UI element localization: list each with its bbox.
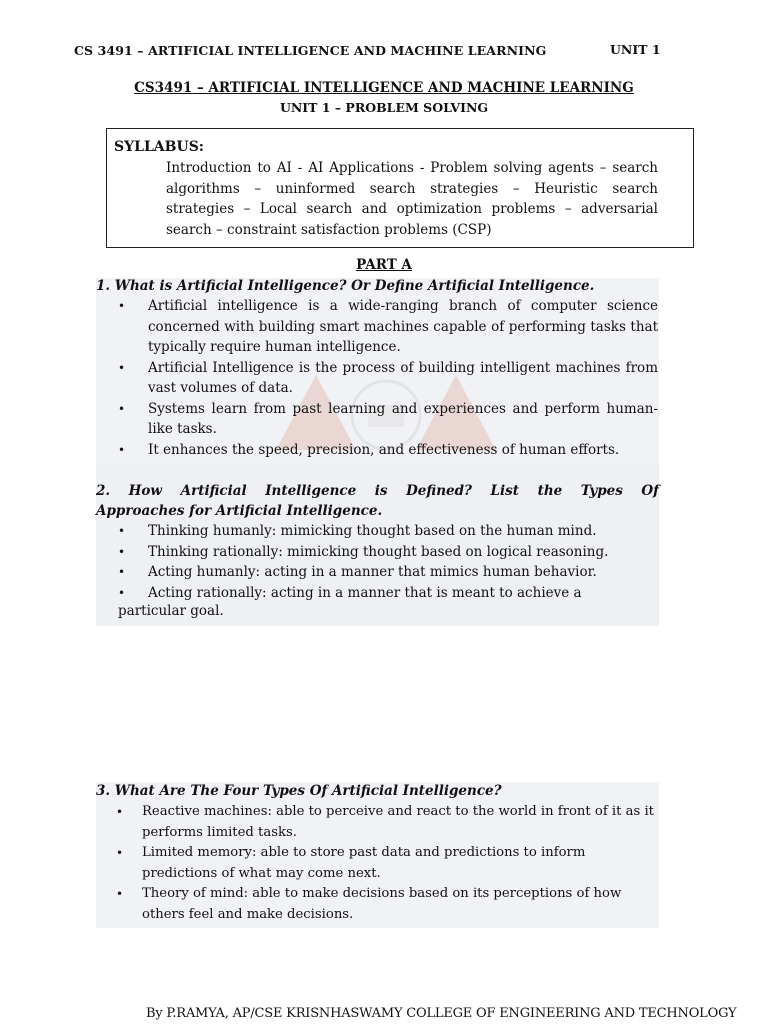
bullet-icon: • bbox=[116, 846, 124, 860]
list-item bbox=[118, 542, 658, 563]
list-item bbox=[118, 358, 658, 399]
list-item-text: Artificial Intelligence is the process of building intelligent machines from vast volumes of data. bbox=[148, 359, 658, 396]
question-2-title-line-2: Approaches for Artificial Intelligence. bbox=[96, 503, 383, 519]
document-title: CS3491 – ARTIFICIAL INTELLIGENCE AND MACHINE LEARNING bbox=[134, 80, 634, 96]
document-subtitle: UNIT 1 – PROBLEM SOLVING bbox=[279, 100, 489, 115]
list-item bbox=[118, 296, 658, 358]
question-2-list bbox=[118, 521, 658, 603]
bullet-icon: • bbox=[116, 805, 124, 819]
bullet-icon: • bbox=[118, 544, 126, 559]
list-item bbox=[118, 399, 658, 440]
list-item bbox=[118, 583, 658, 604]
bullet-icon: • bbox=[116, 887, 124, 901]
list-item bbox=[116, 843, 654, 884]
list-item bbox=[118, 562, 658, 583]
question-1-list bbox=[118, 296, 658, 460]
question-1-title: 1. What is Artificial Intelligence? Or Define Artificial Intelligence. bbox=[96, 278, 595, 294]
page-header-course: CS 3491 – ARTIFICIAL INTELLIGENCE AND MACHINE LEARNING bbox=[74, 43, 547, 58]
question-3-title: 3. What Are The Four Types Of Artificial Intelligence? bbox=[96, 783, 502, 799]
list-item-text: Limited memory: able to store past data and predictions to inform predictions of what may come next. bbox=[142, 845, 586, 881]
list-item-text: Thinking rationally: mimicking thought based on logical reasoning. bbox=[148, 543, 609, 560]
bullet-icon: • bbox=[118, 360, 126, 375]
bullet-icon: • bbox=[118, 401, 126, 416]
bullet-icon: • bbox=[118, 585, 126, 600]
list-item-text: Systems learn from past learning and experiences and perform human-like tasks. bbox=[148, 400, 658, 437]
list-item-text: Acting rationally: acting in a manner that is meant to achieve a bbox=[148, 584, 582, 601]
syllabus-text: Introduction to AI - AI Applications - Problem solving agents – search algorithms – uninformed search strategies – Heuristic search strategies – Local search and optimization problems – adversarial search – constraint satisfaction problems (CSP) bbox=[166, 160, 658, 238]
list-item bbox=[116, 884, 654, 925]
part-label: PART A bbox=[356, 257, 412, 273]
list-item bbox=[118, 440, 658, 461]
list-item-text: Theory of mind: able to make decisions based on its perceptions of how others feel and make decisions. bbox=[142, 886, 622, 922]
list-item bbox=[118, 521, 658, 542]
question-2-title-line-1: 2. How Artificial Intelligence is Defined? List the Types Of bbox=[96, 483, 659, 499]
bullet-icon: • bbox=[118, 524, 126, 538]
bullet-icon: • bbox=[118, 299, 126, 313]
bullet-icon: • bbox=[118, 442, 126, 457]
list-item-text: Artificial intelligence is a wide-ranging branch of computer science concerned with building smart machines capable of performing tasks that typically require human intelligence. bbox=[148, 298, 658, 355]
list-item-text: Thinking humanly: mimicking thought based on the human mind. bbox=[148, 523, 597, 539]
list-item-text: It enhances the speed, precision, and effectiveness of human efforts. bbox=[148, 441, 620, 458]
page-header-unit: UNIT 1 bbox=[610, 42, 661, 57]
list-item-text: Acting humanly: acting in a manner that mimics human behavior. bbox=[148, 564, 597, 580]
page-footer: By P.RAMYA, AP/CSE KRISNHASWAMY COLLEGE OF ENGINEERING AND TECHNOLOGY bbox=[146, 1006, 737, 1021]
list-item bbox=[116, 802, 654, 843]
bullet-icon: • bbox=[118, 565, 126, 579]
list-item-text: Reactive machines: able to perceive and react to the world in front of it as it performs limited tasks. bbox=[142, 804, 654, 840]
syllabus-heading: SYLLABUS: bbox=[114, 139, 204, 155]
question-3-list bbox=[116, 802, 654, 925]
question-2-item-continuation: particular goal. bbox=[118, 603, 224, 619]
